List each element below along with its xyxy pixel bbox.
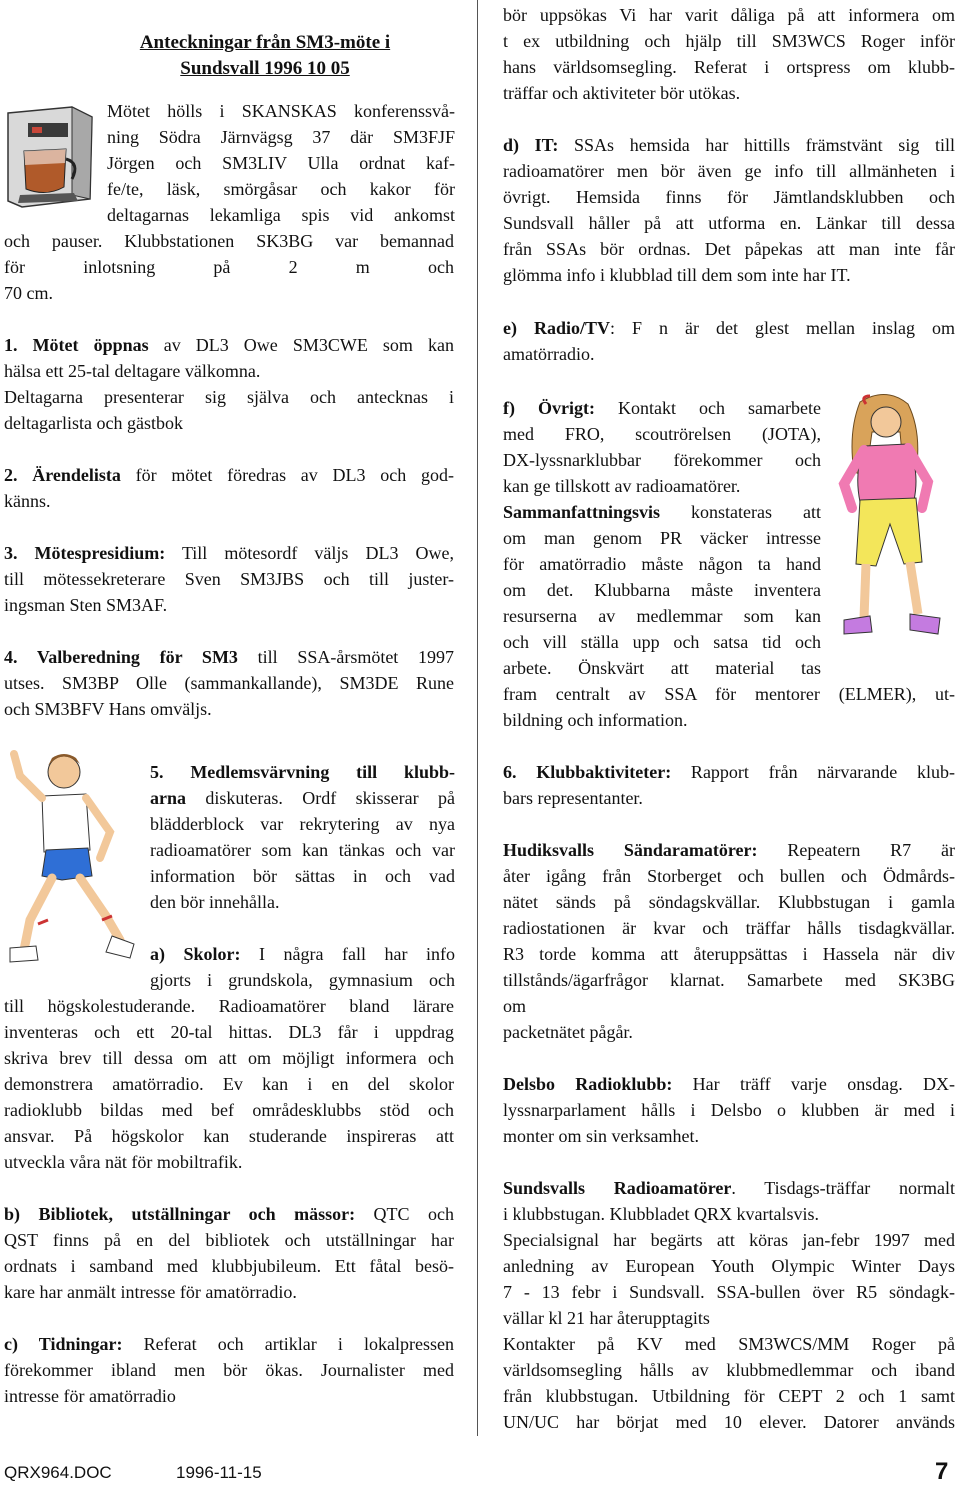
page-title: Anteckningar från SM3-möte i Sundsvall 1996 10 05 — [139, 32, 391, 79]
footer-filename: QRX964.DOC — [4, 1463, 112, 1482]
document-page: Anteckningar från SM3-möte i Sundsvall 1996 10 05 Mötet hölls i SKANSKAS konferenssvå- ning Södra Järnvägsg 37 där SM3FJF Jörgen och SM3LIV Ulla ordnat kaf- fe/te, läsk, smörgåsar och kakor för deltagarnas lekamliga spis vid ankomst och pauser. Klubbstationen SK3BG var bemannad för inlotsning på 2 m och 70 cm. 1. Mötet öppnas av DL3 Owe SM3CWE som kan hälsa ett 25-tal deltagare välkomna. Deltagarna presenterar sig själva och antecknas i deltagarlista och gästbok 2. Ärendelista för mötet föredras av DL3 och god- känns. 3. Mötespresidium: Till mötesordf väljs DL3 Owe, till mötessekreterare Sven SM3JBS och till juster- ingsman Sten SM3AF. 4. Valberedning för SM3 till SSA-årsmötet 1997 utses. SM3BP Olle (sammankallande), SM3DE Rune och SM3BFV Hans omväljs. 5. Medlemsvärvning till klubb- arna diskuteras. Ordf skisserar på blädderblock var rekrytering av nya radioamatörer som kan tänkas och var information bör sättas in och vad den bör innehålla. a) Skolor: I några fall har info gjorts i grundskola, gymnasium och till högskolestuderande. Radioamatörer bland lärare inventeras och ett 20-tal hittas. DL3 får i uppdrag skriva brev till dessa om att om möjligt informera och demonstrera amatörradio. Ev kan i en del skolor radioklubb bildas med bef områdesklubbs stöd och ansvar. På högskolor kan studerande inspireras att utveckla våra nät för mobiltrafik. b) Bibliotek, utställningar och mässor: QTC och QST finns på en del bibliotek och utställningar har ordnats i samband med klubbjubileum. Ett fåtal besö- kare har anmält intresse för amatörradio. c) Tidningar: Referat och artiklar i lokalpressen förekommer ibland men bör ökas. Journalister med intresse för amatörradio bör uppsökas Vi har varit dåliga på att informera om t ex utbildning och hjälp till SM3WCS Roger inför hans världsomsegling. Referat i ortspress om klubb- träffar och aktiviteter bör utökas. d) IT: SSAs hemsida har hittills främstvänt sig till radioamatörer men bör även ge info till allmänheten i övrigt. Hemsida finns för Jämtlandsklubben och Sundsvall håller på att utforma en. Länkar till dessa från SSAs bör ordnas. Det påpekas att man inte får glömma info i klubblad till dem som inte har IT. e) Radio/TV: F n är det glest mellan inslag om amatörradio. f) Övrigt: Kontakt och samarbete med FRO, scoutrörelsen (JOTA), DX-lyssnarklubbar förekommer och kan ge tillskott av radioamatörer. Sammanfattningsvis konstateras att om man genom PR väcker intresse för amatörradio måste någon ta hand om det. Klubbarna måste inventera resurserna av medlemmar som kan och vill ställa upp och satsa tid och arbete. Önskvärt att material tas fram centralt av SSA för mentorer (ELMER), ut- bildning och information. 6. Klubbaktiviteter: Rapport från närvarande klub- bars representanter. Hudiksvalls Sändaramatörer: Repeatern R7 är åter igång från Storberget och bullen och Ödmårds- nätet sänds på söndagskvällar. Klubbstugan i gamla radiostationen är kvar och träffar hålls tisdagkvällar. R3 torde komma att återuppsättas i Hassela när div tillstånds/ägarfrågor klarnat. Samarbete med SK3BG om packetnätet pågår. Delsbo Radioklubb: Har träff varje onsdag. DX- lyssnarparlament hålls i Delsbo o klubben är med i monter om sin verksamhet. Sundsvalls Radioamatörer. Tisdags-träffar normalt i klubbstugan. Klubbladet QRX kvartalsvis. Specialsignal har begärts att köras jan-febr 1997 med anledning av European Youth Olympic Winter Days 7 - 13 febr i Sundsvall. SSA-bullen över R5 söndagk- vällar kl 21 har återupptagits Kontakter på KV med SM3WCS/MM Roger på världsomsegling hålls av klubbmedlemmar och iband från klubbstugan. Utbildning för CEPT 2 och 1 samt UN/UC har börjat med 10 elever. Datorer används QRX964.DOC 1996-11-15 7 — [0, 0, 960, 1486]
footer-date: 1996-11-15 — [176, 1463, 262, 1482]
column-divider — [477, 0, 478, 1436]
coffee-maker-illustration — [2, 103, 104, 211]
walking-man-illustration — [2, 740, 140, 968]
walking-woman-illustration — [830, 392, 948, 652]
page-number: 7 — [935, 1458, 949, 1485]
